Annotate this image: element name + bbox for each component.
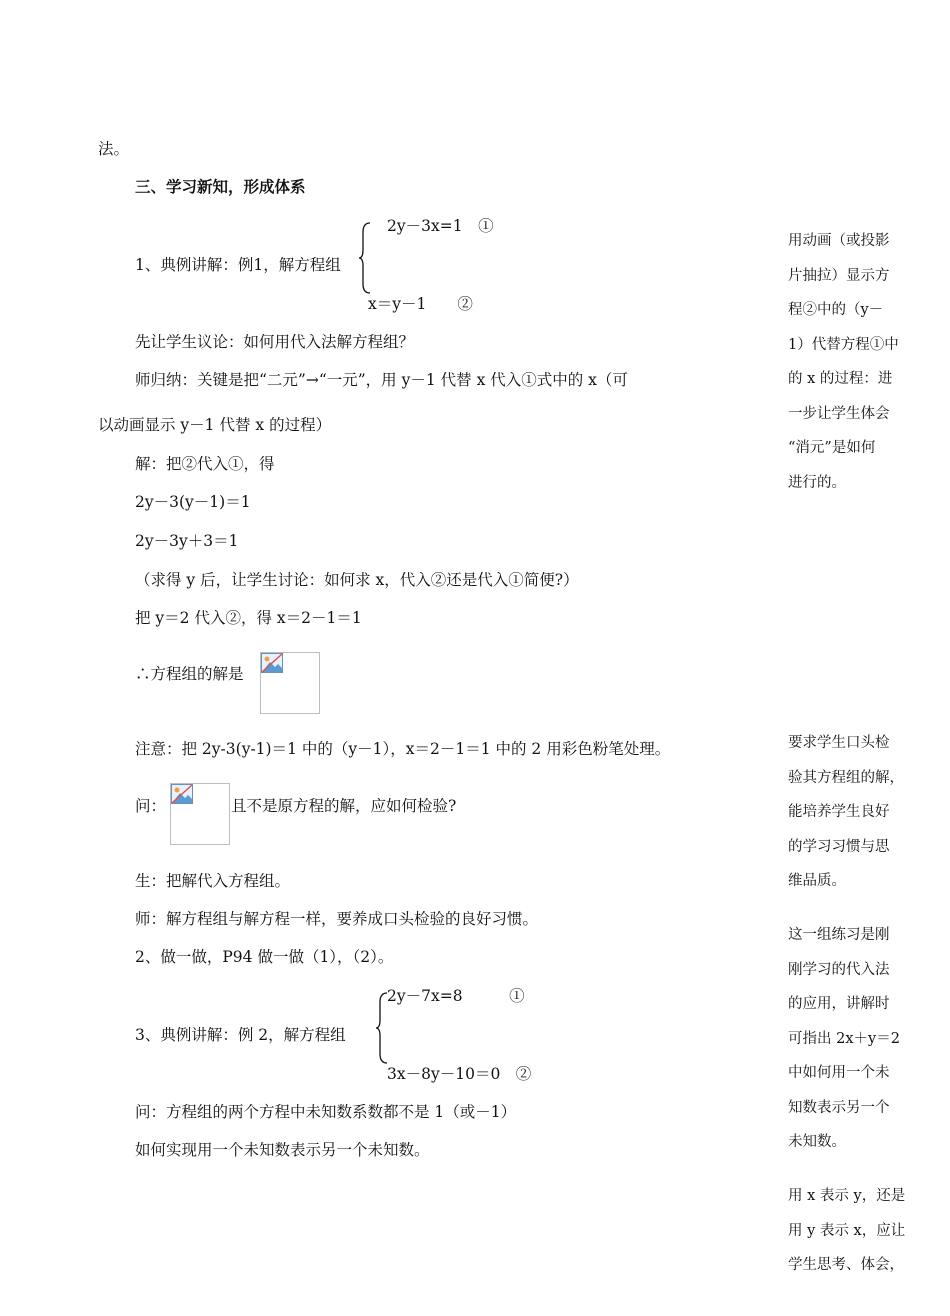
side-note-line: 中如何用一个未 [788, 1065, 890, 1081]
side-note-line: 知数表示另一个 [788, 1099, 890, 1116]
side-note-line: 片抽拉）显示方 [788, 267, 890, 284]
text-note: 注意：把 2y-3(y-1)＝1 中的（y－1），x＝2－1＝1 中的 2 用彩色粉笔处理。 [135, 740, 671, 758]
broken-image-icon [171, 784, 193, 804]
side-note-line: 能培养学生良好 [788, 804, 890, 820]
side-note-line: 的应用，讲解时 [788, 996, 890, 1012]
text-discuss: 先让学生议论：如何用代入法解方程组？ [135, 333, 415, 351]
side-note-line: 验其方程组的解， [788, 769, 904, 786]
side-note-line: 可指出 2x＋y＝2 [788, 1030, 900, 1047]
side-note-3 [788, 918, 918, 1160]
side-note-line: 1）代替方程①中 [788, 336, 899, 353]
text-teacher-2: 师：解方程组与解方程一样，要养成口头检验的良好习惯。 [135, 910, 539, 928]
side-note-line: 维品质。 [788, 873, 846, 889]
side-note-line: 的学习习惯与思 [788, 838, 890, 855]
text-step-2: 2y－3y＋3＝1 [135, 532, 239, 550]
side-note-line: 刚学习的代入法 [788, 961, 890, 978]
solution-image [260, 652, 320, 714]
text-step-1: 2y－3(y－1)＝1 [135, 493, 251, 511]
text-ask-prefix: 问： [135, 797, 167, 815]
text-teacher-summary-2: 以动画显示 y－1 代替 x 的过程） [98, 416, 332, 434]
section-title: 三、学习新知，形成体系 [135, 177, 306, 196]
ex2-label: 3、典例讲解：例 2，解方程组 [135, 1026, 346, 1044]
text-fa: 法。 [98, 140, 130, 158]
text-ask-suffix: 且不是原方程的解，应如何检验? [231, 797, 457, 815]
side-note-line: 用动画（或投影 [788, 233, 890, 249]
text-practice: 2、做一做，P94 做一做（1），（2）。 [135, 948, 394, 966]
side-note-line: 要求学生口头检 [788, 735, 890, 751]
side-note-line: 程②中的（y－ [788, 302, 884, 318]
side-note-line: 学生思考、体会， [788, 1257, 904, 1273]
side-note-line: “消元”是如何 [788, 440, 876, 456]
ex1-label: 1、典例讲解：例1，解方程组 [135, 256, 341, 274]
text-ask-2: 问：方程组的两个方程中未知数系数都不是 1（或－1） [135, 1103, 517, 1121]
text-solve-intro: 解：把②代入①，得 [135, 455, 275, 473]
side-note-line: 未知数。 [788, 1134, 846, 1150]
text-solution-label: ∴方程组的解是 [135, 665, 244, 683]
ex1-equation-1: 2y－3x=1 ① [387, 217, 494, 235]
text-teacher-summary-1: 师归纳：关键是把“二元”→“一元”，用 y－1 代替 x 代入①式中的 x（可 [135, 371, 628, 389]
text-ask-3: 如何实现用一个未知数表示另一个未知数。 [135, 1141, 430, 1159]
text-step-4: 把 y＝2 代入②，得 x＝2－1＝1 [135, 609, 362, 627]
text-student: 生：把解代入方程组。 [135, 872, 291, 890]
ex1-equation-2: x＝y－1 ② [368, 295, 473, 313]
side-note-line: 这一组练习是刚 [788, 927, 890, 943]
side-note-line: 用 y 表示 x，应让 [788, 1222, 906, 1239]
side-note-4 [788, 1179, 918, 1283]
ex2-equation-2: 3x－8y－10＝0 ② [387, 1065, 532, 1083]
brace-icon [358, 222, 372, 294]
ex2-equation-1: 2y－7x=8 ① [387, 987, 525, 1005]
side-note-line: 的 x 的过程：进 [788, 371, 893, 387]
side-note-line: 用 x 表示 y，还是 [788, 1188, 906, 1204]
side-note-line: 一步让学生体会 [788, 405, 890, 422]
side-note-1 [788, 224, 918, 500]
broken-image-icon [261, 653, 283, 673]
ask-image [170, 783, 230, 845]
brace-icon [375, 992, 389, 1064]
text-step-3: （求得 y 后，让学生讨论：如何求 x，代入②还是代入①简便?） [135, 571, 579, 589]
side-note-line: 进行的。 [788, 474, 846, 491]
side-note-2 [788, 726, 918, 899]
